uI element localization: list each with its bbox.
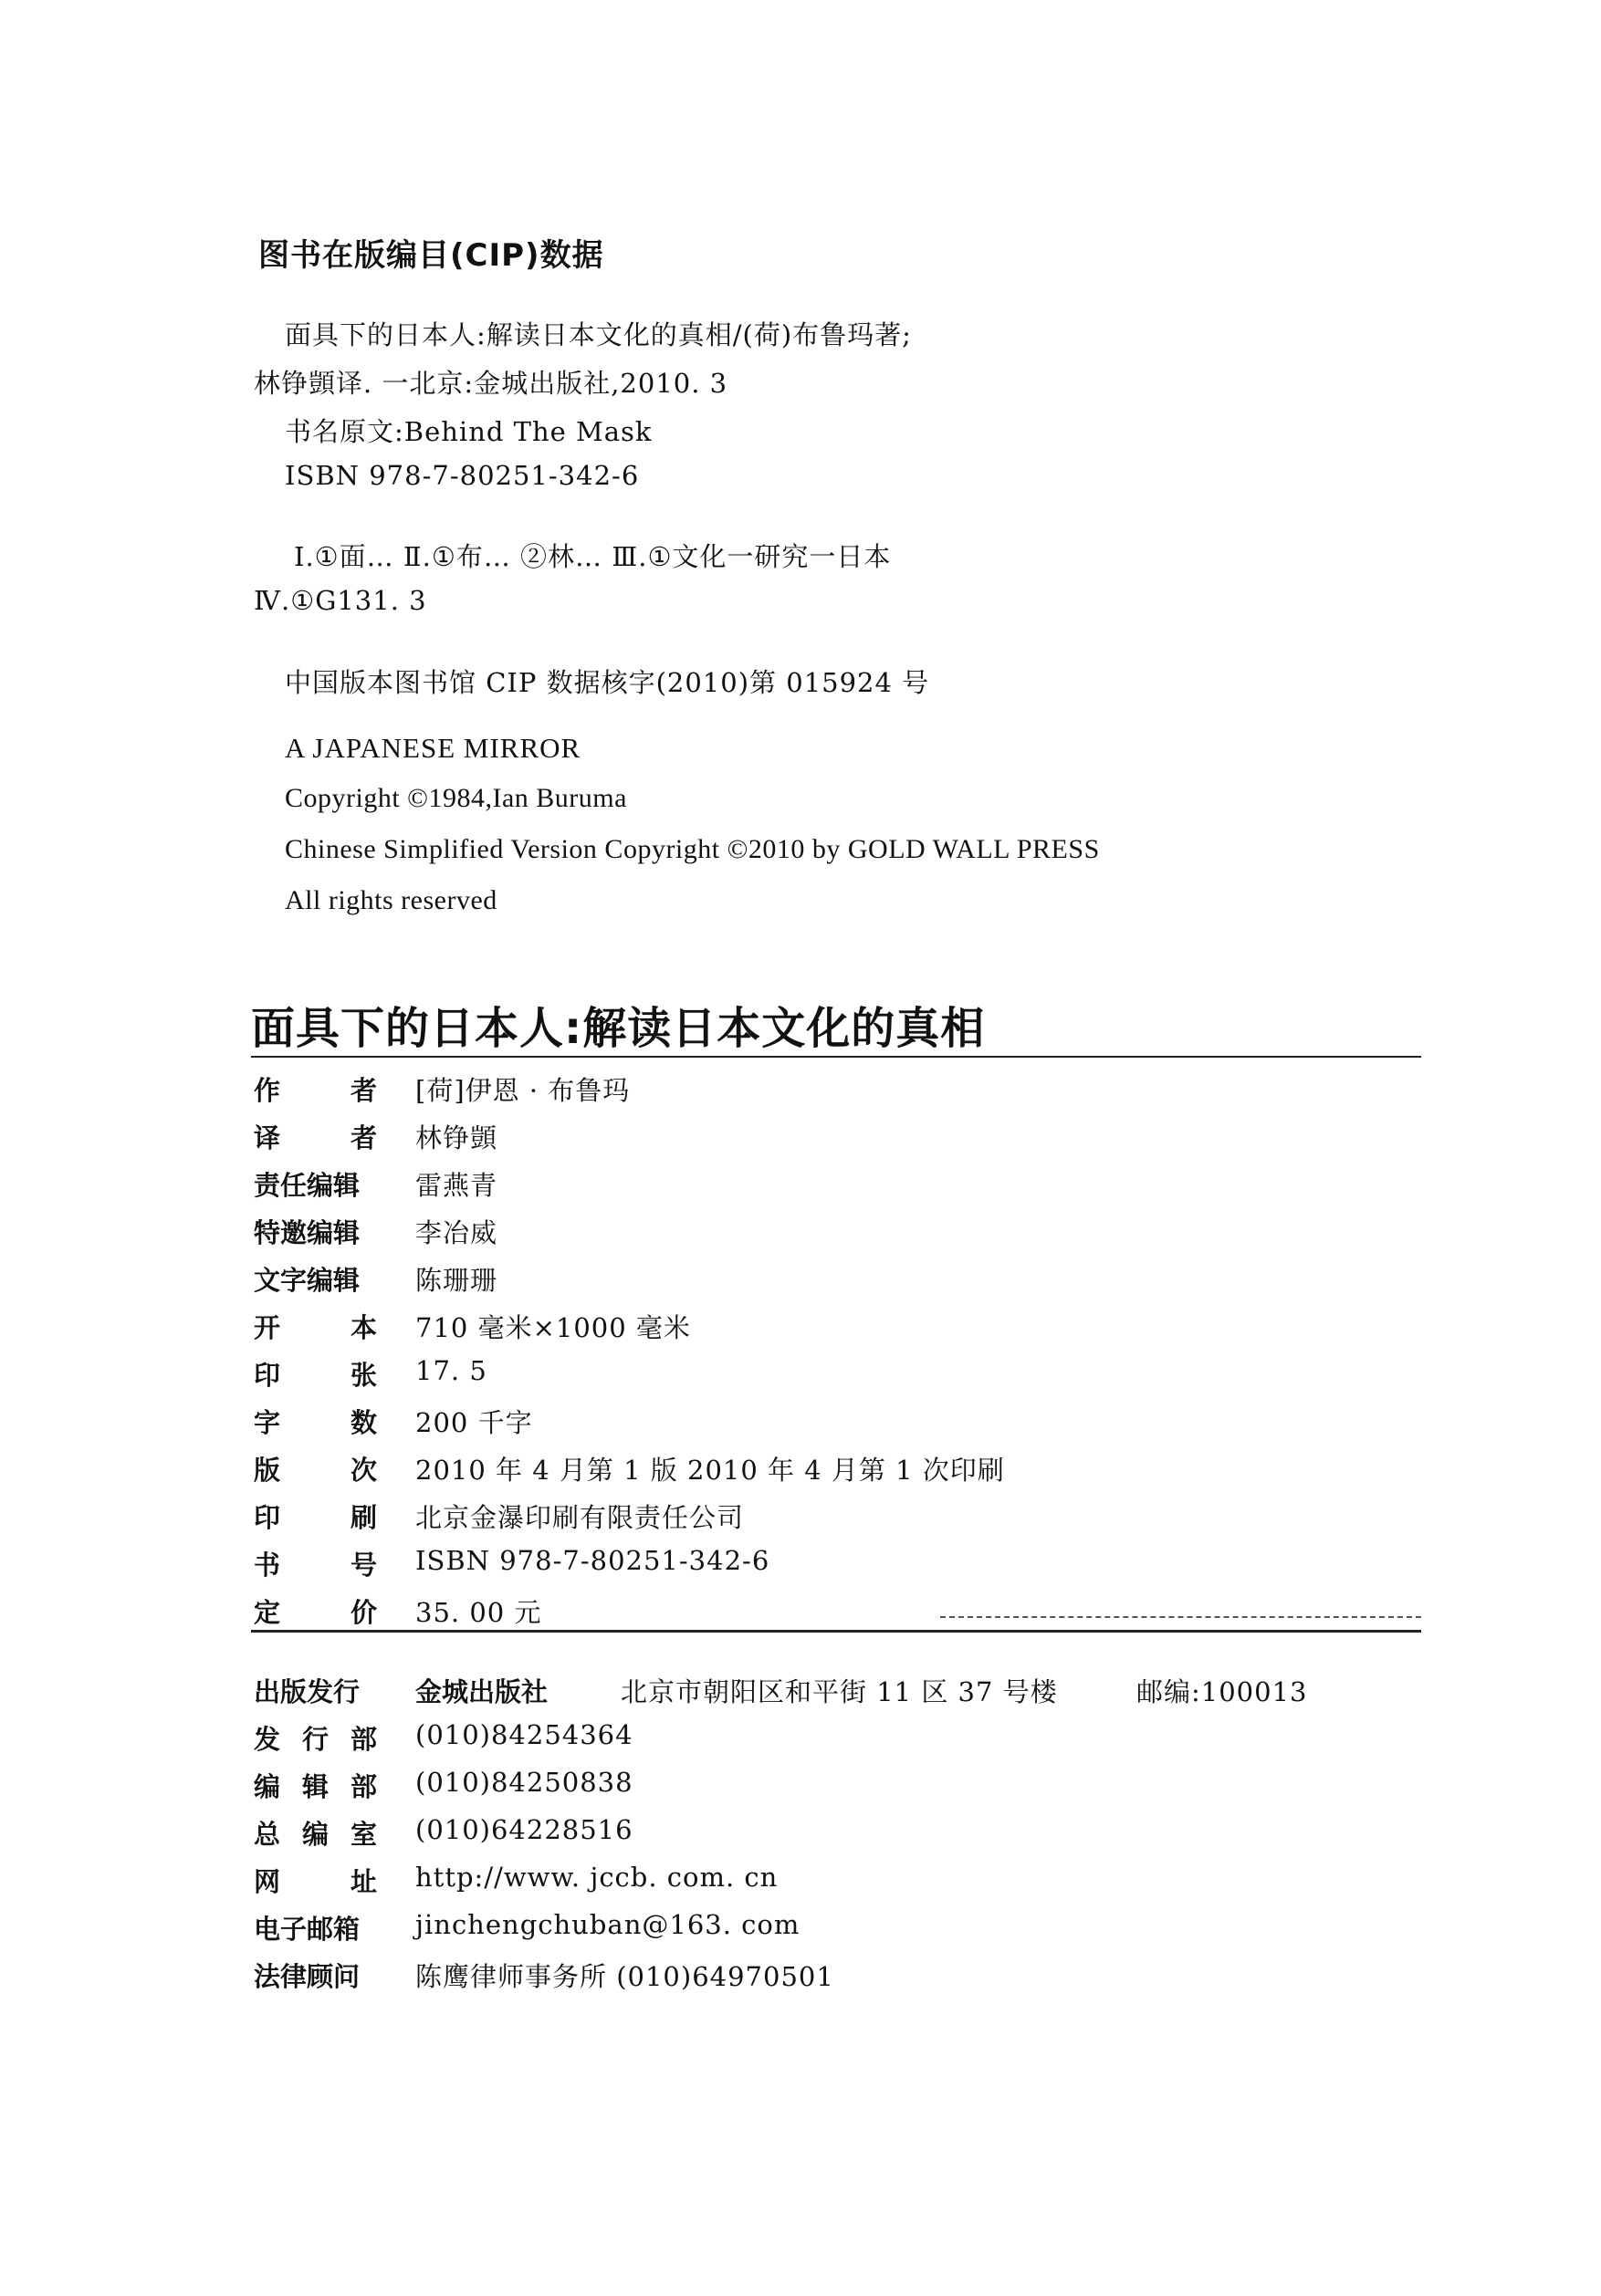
cip-line-original-title: 书名原文:Behind The Mask [285, 416, 653, 447]
detail-label-char: 书 [254, 1550, 281, 1581]
contact-value: (010)84254364 [415, 1719, 633, 1750]
detail-label [254, 1545, 377, 1582]
contact-label-char: 部 [350, 1771, 377, 1802]
contact-label [254, 1862, 377, 1899]
detail-label [254, 1498, 377, 1535]
detail-label-char: 印 [254, 1502, 281, 1533]
detail-value: 200 千字 [415, 1407, 533, 1438]
detail-value: 2010 年 4 月第 1 版 2010 年 4 月第 1 次印刷 [415, 1455, 1005, 1486]
detail-value: [荷]伊恩 · 布鲁玛 [415, 1075, 631, 1106]
copyright-line-1: Copyright ©1984,Ian Buruma [285, 783, 627, 813]
contact-label [254, 1814, 377, 1852]
detail-label-char: 号 [350, 1550, 377, 1581]
publisher-address: 北京市朝阳区和平街 11 区 37 号楼 [621, 1676, 1058, 1707]
detail-value: 710 毫米×1000 毫米 [415, 1312, 691, 1343]
cip-number: 中国版本图书馆 CIP 数据核字(2010)第 015924 号 [285, 667, 930, 698]
detail-label-char: 本 [350, 1312, 377, 1343]
contact-label-char: 行 [301, 1724, 329, 1755]
detail-label-char: 者 [350, 1122, 377, 1153]
contact-label-char: 部 [350, 1724, 377, 1755]
publisher-postcode: 邮编:100013 [1136, 1676, 1308, 1707]
email-link[interactable]: jinchengchuban@163. com [415, 1909, 800, 1940]
detail-label-char: 印 [254, 1360, 281, 1391]
contact-label [254, 1767, 377, 1804]
detail-label-char: 刷 [350, 1502, 377, 1533]
detail-label-char: 次 [350, 1455, 377, 1486]
detail-label [254, 1260, 377, 1298]
contact-label [254, 1909, 377, 1946]
publisher-name: 金城出版社 [415, 1676, 549, 1707]
contact-label-char: 辑 [301, 1771, 329, 1802]
publisher-label [254, 1672, 377, 1709]
contact-label-char: 网 [254, 1866, 281, 1897]
detail-label [254, 1213, 377, 1250]
detail-label-char: 定 [254, 1597, 281, 1628]
contact-label-char: 电子邮箱 [254, 1914, 361, 1945]
contact-label-char: 室 [350, 1819, 377, 1850]
detail-value: 陈珊珊 [415, 1265, 498, 1296]
title-rule [251, 1056, 1421, 1058]
cip-line-translator: 林铮顗译. 一北京:金城出版社,2010. 3 [254, 368, 728, 399]
detail-label-char: 者 [350, 1075, 377, 1106]
detail-label [254, 1592, 377, 1630]
contact-label-char: 编 [254, 1771, 281, 1802]
detail-value: 35. 00 元 [415, 1597, 542, 1628]
cip-line-isbn: ISBN 978-7-80251-342-6 [285, 460, 640, 491]
contact-value: (010)64228516 [415, 1814, 633, 1845]
detail-label-char: 字 [254, 1407, 281, 1438]
contact-label-char: 编 [301, 1819, 329, 1850]
detail-label-char: 张 [350, 1360, 377, 1391]
publisher-label-text: 出版发行 [254, 1676, 361, 1707]
detail-label-char: 版 [254, 1455, 281, 1486]
website-link[interactable]: http://www. jccb. com. cn [415, 1862, 779, 1893]
detail-label-char: 数 [350, 1407, 377, 1438]
detail-value: 林铮顗 [415, 1122, 498, 1153]
contact-value: (010)84250838 [415, 1767, 633, 1798]
contact-label [254, 1957, 377, 1994]
detail-label [254, 1450, 377, 1487]
detail-label-char: 译 [254, 1122, 281, 1153]
cip-classification-2: Ⅳ.①G131. 3 [254, 585, 427, 616]
cip-line-title: 面具下的日本人:解读日本文化的真相/(荷)布鲁玛著; [285, 319, 912, 350]
contact-value: 陈鹰律师事务所 (010)64970501 [415, 1961, 834, 1992]
detail-label-char: 文字编辑 [254, 1265, 361, 1296]
contact-label-char: 法律顾问 [254, 1961, 361, 1992]
detail-label [254, 1070, 377, 1108]
detail-label [254, 1403, 377, 1440]
detail-label-char: 作 [254, 1075, 281, 1106]
cip-heading: 图书在版编目(CIP)数据 [258, 237, 604, 274]
original-title: A JAPANESE MIRROR [285, 732, 581, 764]
book-title: 面具下的日本人:解读日本文化的真相 [251, 1003, 986, 1054]
detail-value: 17. 5 [415, 1355, 487, 1386]
contact-label [254, 1719, 377, 1757]
section-rule [251, 1630, 1421, 1633]
detail-label-char: 特邀编辑 [254, 1217, 361, 1248]
price-dashed-rule [940, 1616, 1421, 1618]
detail-label [254, 1118, 377, 1155]
detail-label-char: 价 [350, 1597, 377, 1628]
copyright-line-2: Chinese Simplified Version Copyright ©2010 by GOLD WALL PRESS [285, 834, 1100, 864]
detail-value: 李冶威 [415, 1217, 498, 1248]
cip-classification-1: Ⅰ.①面… Ⅱ.①布… ②林… Ⅲ.①文化一研究一日本 [294, 541, 892, 572]
detail-label-char: 责任编辑 [254, 1170, 361, 1201]
contact-label-char: 发 [254, 1724, 281, 1755]
contact-label-char: 址 [350, 1866, 377, 1897]
contact-label-char: 总 [254, 1819, 281, 1850]
detail-value: 雷燕青 [415, 1170, 498, 1201]
detail-label [254, 1165, 377, 1203]
detail-value: ISBN 978-7-80251-342-6 [415, 1545, 770, 1576]
detail-value: 北京金瀑印刷有限责任公司 [415, 1502, 745, 1533]
copyright-line-3: All rights reserved [285, 885, 497, 915]
detail-label-char: 开 [254, 1312, 281, 1343]
detail-label [254, 1308, 377, 1345]
detail-label [254, 1355, 377, 1393]
